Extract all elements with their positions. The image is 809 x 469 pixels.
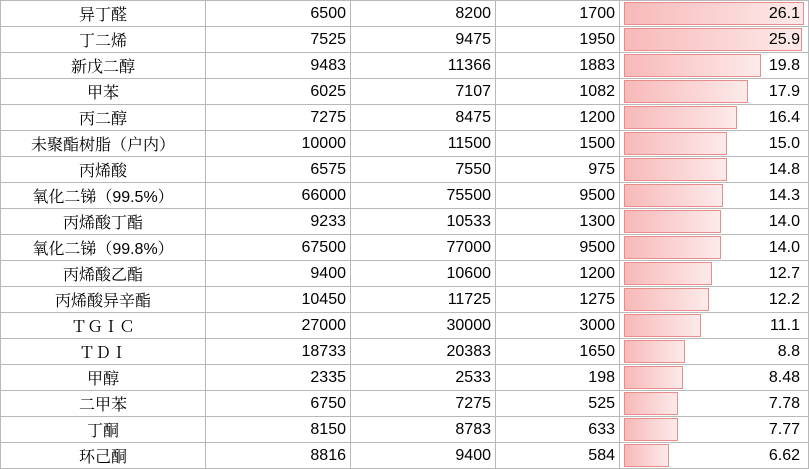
table-row (1, 105, 809, 131)
row-value-1: 27000 (206, 313, 351, 339)
row-databar-cell (620, 27, 809, 53)
databar-track (624, 288, 804, 311)
row-databar-cell (620, 209, 809, 235)
row-material-name: 新戊二醇 (1, 53, 206, 79)
databar-value: 14.8 (768, 161, 800, 178)
databar-track (624, 314, 804, 337)
databar-fill (624, 184, 723, 207)
row-value-3: 198 (496, 365, 620, 391)
databar-value: 8.48 (768, 369, 800, 386)
databar-value: 7.77 (768, 421, 800, 438)
databar-value: 15.0 (768, 135, 800, 152)
databar-fill (624, 340, 685, 363)
row-material-name: 丙烯酸乙酯 (1, 261, 206, 287)
databar-track (624, 444, 804, 467)
databar-value: 11.1 (770, 317, 800, 334)
table-row (1, 79, 809, 105)
row-value-1: 7525 (206, 27, 351, 53)
row-value-2: 7550 (351, 157, 496, 183)
row-value-2: 11725 (351, 287, 496, 313)
row-value-1: 66000 (206, 183, 351, 209)
row-value-3: 1700 (496, 1, 620, 27)
row-value-3: 1200 (496, 105, 620, 131)
row-databar-cell (620, 417, 809, 443)
databar-value: 14.0 (768, 239, 800, 256)
databar-fill (624, 444, 669, 467)
row-value-2: 10533 (351, 209, 496, 235)
row-databar-cell (620, 105, 809, 131)
row-value-1: 10000 (206, 131, 351, 157)
databar-value: 12.2 (768, 291, 800, 308)
databar-track (624, 54, 804, 77)
databar-fill (624, 210, 721, 233)
row-value-1: 6025 (206, 79, 351, 105)
row-value-2: 9475 (351, 27, 496, 53)
row-value-2: 10600 (351, 261, 496, 287)
databar-fill (624, 392, 678, 415)
table-row (1, 235, 809, 261)
databar-track (624, 80, 804, 103)
row-value-2: 11366 (351, 53, 496, 79)
databar-value: 7.78 (768, 395, 800, 412)
row-value-1: 2335 (206, 365, 351, 391)
table-row (1, 27, 809, 53)
databar-fill (624, 80, 748, 103)
databar-track (624, 158, 804, 181)
table-row (1, 365, 809, 391)
row-value-1: 9483 (206, 53, 351, 79)
databar-fill (624, 314, 701, 337)
table-row (1, 131, 809, 157)
databar-track (624, 340, 804, 363)
row-value-2: 7275 (351, 391, 496, 417)
row-value-3: 525 (496, 391, 620, 417)
row-value-1: 6750 (206, 391, 351, 417)
row-value-3: 1883 (496, 53, 620, 79)
row-value-3: 9500 (496, 235, 620, 261)
databar-fill (624, 262, 712, 285)
row-value-3: 633 (496, 417, 620, 443)
row-value-2: 8475 (351, 105, 496, 131)
row-value-2: 7107 (351, 79, 496, 105)
row-value-3: 1200 (496, 261, 620, 287)
row-value-1: 8816 (206, 443, 351, 469)
table-row (1, 157, 809, 183)
databar-track (624, 418, 804, 441)
databar-value: 12.7 (768, 265, 800, 282)
databar-fill (624, 418, 678, 441)
row-material-name: ＴＧＩＣ (1, 313, 206, 339)
row-value-3: 9500 (496, 183, 620, 209)
row-material-name: 氧化二锑（99.8%） (1, 235, 206, 261)
row-value-3: 1275 (496, 287, 620, 313)
databar-track (624, 2, 804, 25)
row-material-name: 丁二烯 (1, 27, 206, 53)
row-value-3: 1082 (496, 79, 620, 105)
databar-fill (624, 236, 721, 259)
row-value-2: 30000 (351, 313, 496, 339)
databar-track (624, 392, 804, 415)
row-databar-cell (620, 313, 809, 339)
databar-value: 6.62 (768, 447, 800, 464)
row-databar-cell (620, 1, 809, 27)
row-material-name: 甲醇 (1, 365, 206, 391)
row-material-name: 丁酮 (1, 417, 206, 443)
row-value-3: 1500 (496, 131, 620, 157)
databar-value: 19.8 (768, 57, 800, 74)
row-value-3: 1300 (496, 209, 620, 235)
row-value-3: 1650 (496, 339, 620, 365)
row-databar-cell (620, 443, 809, 469)
row-databar-cell (620, 183, 809, 209)
databar-track (624, 28, 804, 51)
row-value-3: 3000 (496, 313, 620, 339)
databar-track (624, 236, 804, 259)
row-value-1: 10450 (206, 287, 351, 313)
table-row (1, 261, 809, 287)
row-value-2: 8200 (351, 1, 496, 27)
table-row (1, 313, 809, 339)
row-value-3: 584 (496, 443, 620, 469)
databar-fill (624, 288, 709, 311)
row-databar-cell (620, 79, 809, 105)
row-value-1: 9233 (206, 209, 351, 235)
databar-track (624, 210, 804, 233)
row-value-1: 67500 (206, 235, 351, 261)
row-databar-cell (620, 131, 809, 157)
row-material-name: 丙烯酸 (1, 157, 206, 183)
databar-value: 17.9 (768, 83, 800, 100)
row-material-name: 丙烯酸异辛酯 (1, 287, 206, 313)
databar-track (624, 132, 804, 155)
databar-fill (624, 132, 727, 155)
row-value-3: 975 (496, 157, 620, 183)
row-value-1: 6500 (206, 1, 351, 27)
row-material-name: 环己酮 (1, 443, 206, 469)
row-material-name: 甲苯 (1, 79, 206, 105)
row-value-1: 6575 (206, 157, 351, 183)
row-value-1: 18733 (206, 339, 351, 365)
row-material-name: ＴＤＩ (1, 339, 206, 365)
databar-value: 25.9 (768, 31, 800, 48)
databar-value: 16.4 (768, 109, 800, 126)
row-material-name: 丙烯酸丁酯 (1, 209, 206, 235)
databar-track (624, 366, 804, 389)
databar-track (624, 106, 804, 129)
row-value-2: 9400 (351, 443, 496, 469)
row-databar-cell (620, 53, 809, 79)
row-value-2: 20383 (351, 339, 496, 365)
table-row (1, 287, 809, 313)
row-material-name: 异丁醛 (1, 1, 206, 27)
row-databar-cell (620, 261, 809, 287)
row-material-name: 未聚酯树脂（户内） (1, 131, 206, 157)
databar-track (624, 184, 804, 207)
table-row (1, 183, 809, 209)
databar-value: 14.3 (768, 187, 800, 204)
databar-value: 8.8 (777, 343, 800, 360)
row-value-2: 77000 (351, 235, 496, 261)
table-row (1, 417, 809, 443)
row-databar-cell (620, 235, 809, 261)
row-databar-cell (620, 157, 809, 183)
table-body (1, 1, 809, 469)
table-row (1, 53, 809, 79)
row-value-1: 8150 (206, 417, 351, 443)
row-value-2: 75500 (351, 183, 496, 209)
row-value-2: 2533 (351, 365, 496, 391)
databar-fill (624, 366, 683, 389)
table-row (1, 391, 809, 417)
row-databar-cell (620, 365, 809, 391)
row-material-name: 氧化二锑（99.5%） (1, 183, 206, 209)
row-databar-cell (620, 391, 809, 417)
row-value-3: 1950 (496, 27, 620, 53)
databar-fill (624, 106, 737, 129)
databar-value: 26.1 (768, 5, 800, 22)
row-value-1: 7275 (206, 105, 351, 131)
databar-track (624, 262, 804, 285)
row-value-2: 11500 (351, 131, 496, 157)
row-databar-cell (620, 287, 809, 313)
row-value-2: 8783 (351, 417, 496, 443)
row-material-name: 二甲苯 (1, 391, 206, 417)
table-row (1, 443, 809, 469)
databar-fill (624, 54, 761, 77)
row-material-name: 丙二醇 (1, 105, 206, 131)
databar-value: 14.0 (768, 213, 800, 230)
table-row (1, 339, 809, 365)
databar-fill (624, 158, 727, 181)
row-value-1: 9400 (206, 261, 351, 287)
table-row (1, 1, 809, 27)
table-row (1, 209, 809, 235)
row-databar-cell (620, 339, 809, 365)
